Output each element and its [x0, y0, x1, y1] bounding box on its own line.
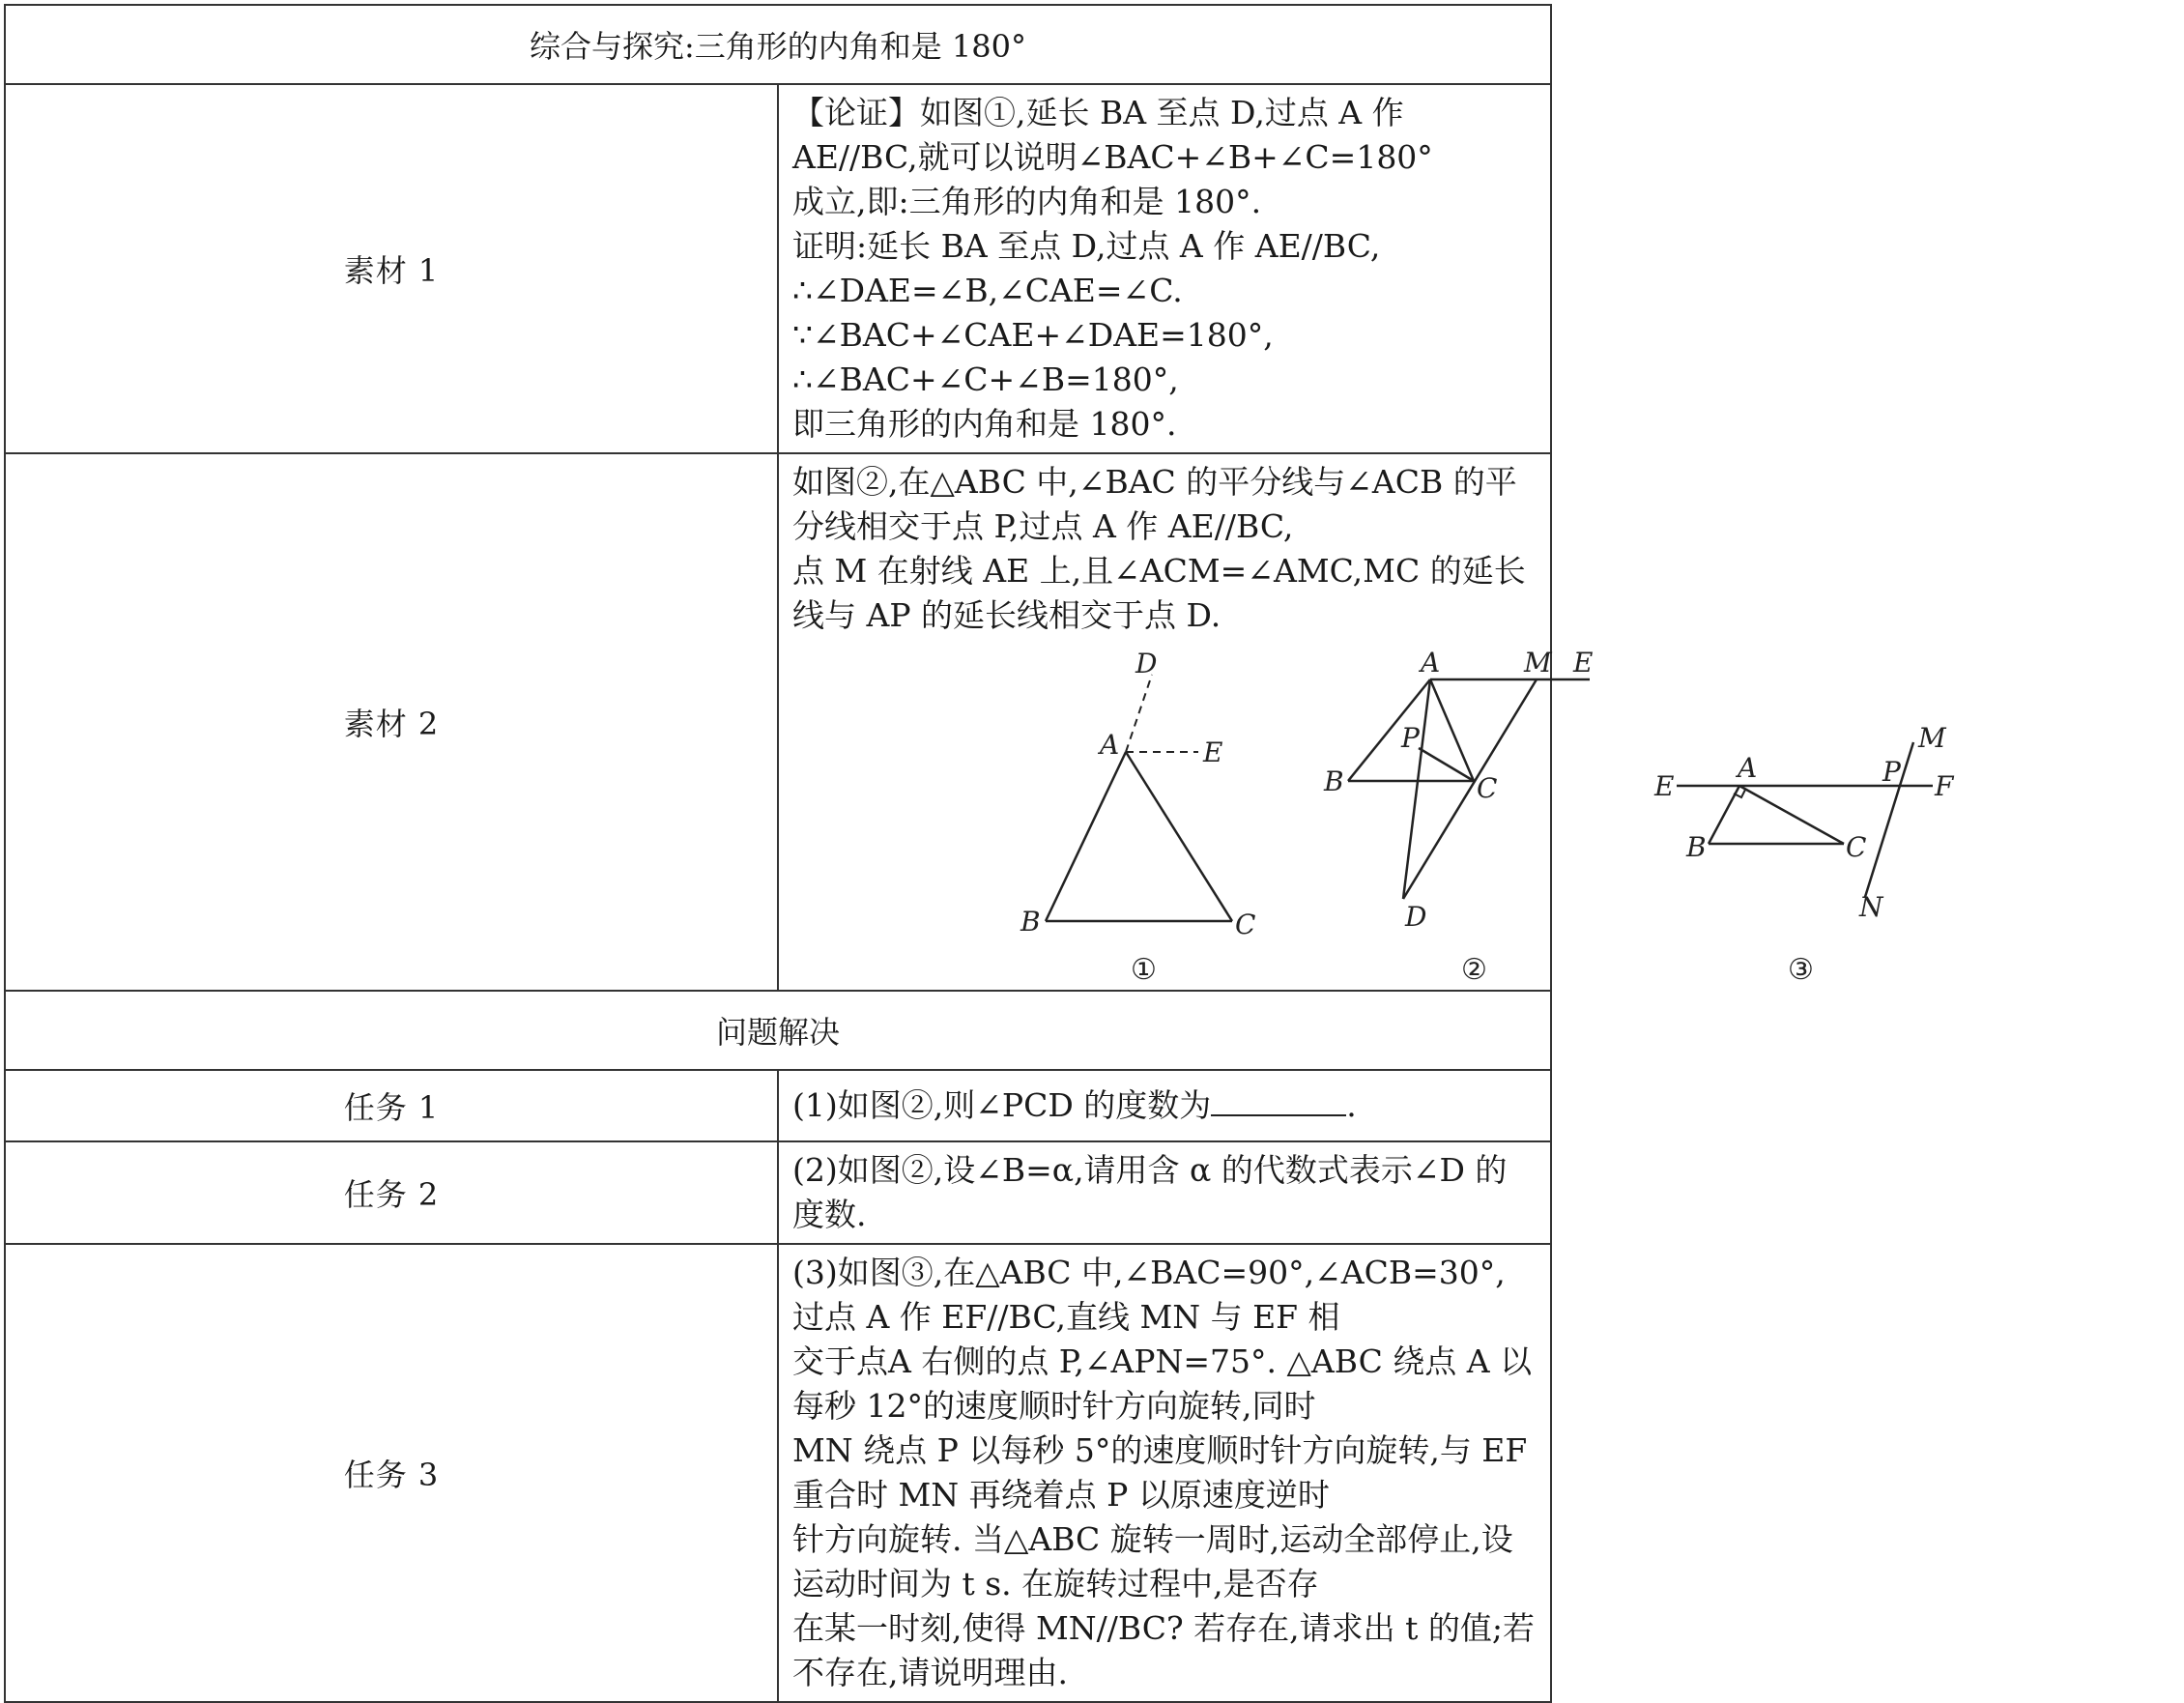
- material-1-line: 即三角形的内角和是 180°.: [792, 405, 1177, 443]
- fig3-right-angle-mark: [1734, 790, 1745, 797]
- fig3-label-f: F: [1935, 770, 1954, 802]
- fig3-label-m: M: [1918, 722, 1946, 754]
- material-1-line: ∴∠BAC+∠C+∠B=180°,: [792, 361, 1179, 398]
- figures-area: [792, 646, 1954, 987]
- fig1-label-b: B: [1020, 906, 1041, 938]
- task-3-line: MN 绕点 P 以每秒 5°的速度顺时针方向旋转,与 EF 重合时 MN 再绕着点 P 以原速度逆时: [792, 1431, 1528, 1514]
- material-2-line: 点 M 在射线 AE 上,且∠ACM=∠AMC,MC 的延长线与 AP 的延长线相交于点 D.: [792, 552, 1526, 634]
- fig2-label-d: D: [1405, 901, 1427, 933]
- fig3-label-b: B: [1686, 831, 1707, 863]
- task-3-line: 针方向旋转. 当△ABC 旋转一周时,运动全部停止,设运动时间为 t s. 在旋转过程中,是否存: [792, 1520, 1513, 1602]
- figure-3: [1653, 722, 1955, 987]
- material-1-line: 【论证】如图①,延长 BA 至点 D,过点 A 作 AE//BC,就可以说明∠BAC+∠B+∠C=180°: [792, 94, 1433, 176]
- fig3-label-e: E: [1654, 770, 1675, 802]
- fig1-caption: ①: [1131, 953, 1157, 987]
- worksheet: [4, 4, 1954, 1703]
- material-1-line: ∵∠BAC+∠CAE+∠DAE=180°,: [792, 316, 1274, 354]
- page-title: 综合与探究:三角形的内角和是 180°: [5, 5, 1551, 84]
- problem-header: 问题解决: [5, 991, 1551, 1070]
- fig1-label-a: A: [1100, 729, 1120, 761]
- figure-1: [1020, 648, 1255, 987]
- material-2-content: [778, 453, 1954, 991]
- answer-blank[interactable]: [1211, 1085, 1346, 1116]
- material-2-label: 素材 2: [5, 453, 778, 991]
- fig2-side-ac: [1430, 679, 1474, 781]
- material-1-line: ∴∠DAE=∠B,∠CAE=∠C.: [792, 272, 1183, 309]
- fig2-line-md: [1403, 679, 1537, 899]
- fig1-label-d: D: [1135, 648, 1158, 679]
- task-3-line: 交于点A 右侧的点 P,∠APN=75°. △ABC 绕点 A 以每秒 12°的速度顺时针方向旋转,同时: [792, 1342, 1533, 1425]
- fig1-label-e: E: [1203, 736, 1223, 768]
- task-3-line: (3)如图③,在△ABC 中,∠BAC=90°,∠ACB=30°,过点 A 作 EF//BC,直线 MN 与 EF 相: [792, 1254, 1506, 1336]
- fig2-label-e: E: [1573, 647, 1594, 678]
- task-2-content: (2)如图②,设∠B=α,请用含 α 的代数式表示∠D 的度数.: [778, 1141, 1551, 1244]
- task-3-content: [778, 1244, 1551, 1702]
- fig3-label-a: A: [1738, 752, 1758, 784]
- fig2-line-ad: [1403, 679, 1430, 899]
- fig1-extension-ad: [1126, 675, 1152, 752]
- fig3-label-n: N: [1859, 891, 1883, 923]
- task-1-content: [778, 1070, 1551, 1141]
- task-2-label: 任务 2: [5, 1141, 778, 1244]
- fig2-label-p: P: [1401, 722, 1420, 754]
- geometry-figures: [792, 646, 2184, 987]
- task-1-tail: .: [1346, 1086, 1357, 1124]
- task-3-label: 任务 3: [5, 1244, 778, 1702]
- fig3-side-ac: [1739, 786, 1844, 844]
- fig3-label-p: P: [1882, 756, 1901, 788]
- fig1-side-ac: [1126, 752, 1232, 921]
- figure-2: [1323, 647, 1593, 987]
- task-1-label: 任务 1: [5, 1070, 778, 1141]
- material-1-line: 证明:延长 BA 至点 D,过点 A 作 AE//BC,: [792, 227, 1381, 265]
- fig1-label-c: C: [1235, 909, 1256, 940]
- material-1-label: 素材 1: [5, 84, 778, 453]
- fig1-side-ab: [1046, 752, 1126, 921]
- fig2-label-a: A: [1421, 647, 1441, 678]
- problem-table: [4, 4, 1954, 1703]
- task-3-line: 在某一时刻,使得 MN//BC? 若存在,请求出 t 的值;若不存在,请说明理由.: [792, 1609, 1536, 1691]
- fig3-label-c: C: [1846, 831, 1867, 863]
- fig3-caption: ③: [1788, 953, 1814, 987]
- fig2-label-c: C: [1477, 772, 1498, 804]
- fig2-caption: ②: [1461, 953, 1487, 987]
- material-1-line: 成立,即:三角形的内角和是 180°.: [792, 183, 1262, 220]
- material-2-line: 如图②,在△ABC 中,∠BAC 的平分线与∠ACB 的平分线相交于点 P,过点 A 作 AE//BC,: [792, 463, 1517, 545]
- fig2-label-m: M: [1524, 647, 1552, 678]
- material-1-content: [778, 84, 1551, 453]
- task-1-text: (1)如图②,则∠PCD 的度数为: [792, 1086, 1212, 1124]
- fig2-label-b: B: [1324, 765, 1344, 797]
